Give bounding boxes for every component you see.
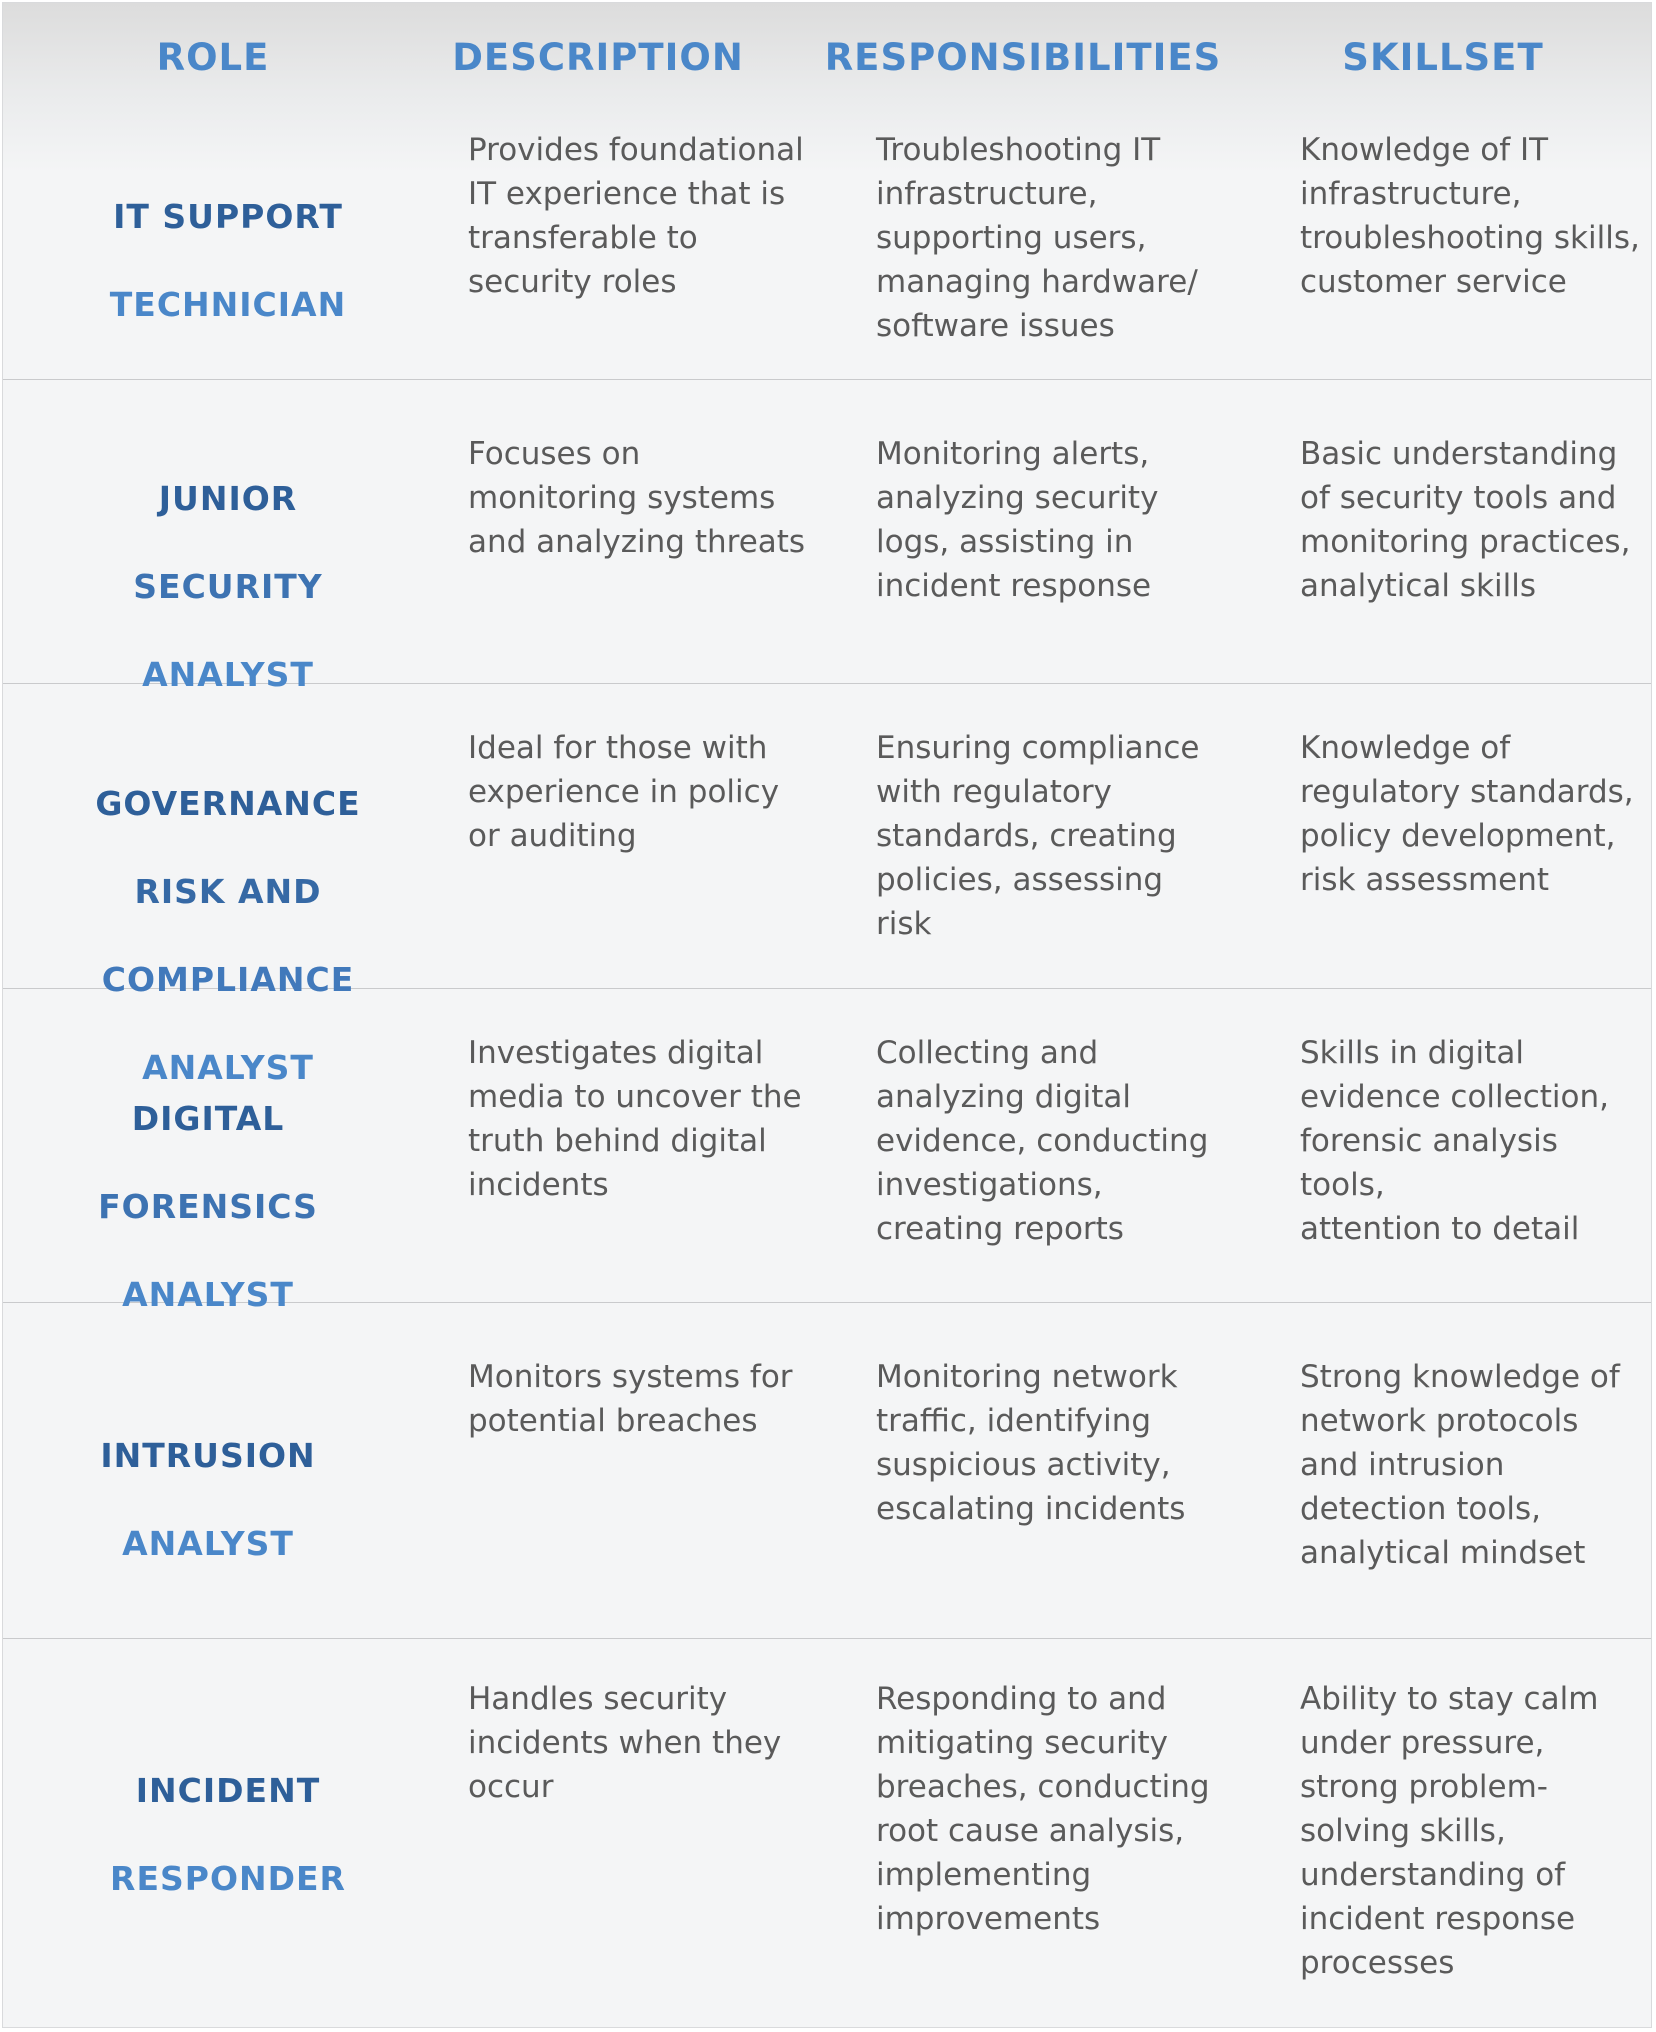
header-responsibilities: RESPONSIBILITIES <box>824 36 1222 79</box>
table-row <box>3 380 1651 694</box>
skillset-cell: Skills in digital evidence collection, forensic analysis tools, attention to detail <box>1300 1035 1609 1247</box>
role-cell <box>63 151 393 371</box>
table-row <box>3 3 1651 380</box>
role-cell <box>43 1390 373 1610</box>
roles-table <box>2 2 1652 2028</box>
table-row <box>3 1303 1651 1639</box>
description-cell: Monitors systems for potential breaches <box>468 1359 793 1439</box>
header-skillset: SKILLSET <box>1342 36 1544 79</box>
role-line: RESPONDER <box>110 1859 346 1898</box>
skillset-cell: Strong knowledge of network protocols and intrusion detection tools, analytical mindset <box>1300 1359 1620 1571</box>
description-cell: Investigates digital media to uncover the truth behind digital incidents <box>468 1035 802 1203</box>
header-role: ROLE <box>156 36 270 79</box>
role-line: IT SUPPORT <box>113 197 343 236</box>
role-line: RISK AND <box>134 872 322 911</box>
role-line: COMPLIANCE <box>101 960 355 999</box>
description-cell: Ideal for those with experience in policy or auditing <box>468 730 780 854</box>
role-line: ANALYST <box>122 1275 294 1314</box>
role-line: ANALYST <box>142 655 314 694</box>
role-line: ANALYST <box>122 1524 294 1563</box>
skillset-cell: Basic understanding of security tools and monitoring practices, analytical skills <box>1300 436 1631 604</box>
description-cell: Provides foundational IT experience that is transferable to security roles <box>468 132 804 300</box>
role-cell <box>63 1725 393 1945</box>
skillset-cell: Ability to stay calm under pressure, strong problem- solving skills, understanding of incident response processes <box>1300 1681 1599 1981</box>
table-row <box>3 1639 1651 2027</box>
role-line: ANALYST <box>142 1048 314 1087</box>
role-line: INCIDENT <box>135 1771 321 1810</box>
role-line: TECHNICIAN <box>109 285 347 324</box>
role-line: INTRUSION <box>100 1436 316 1475</box>
table-row <box>3 989 1651 1314</box>
skillset-cell: Knowledge of regulatory standards, policy development, risk assessment <box>1300 730 1634 898</box>
role-line: SECURITY <box>133 567 323 606</box>
responsibilities-cell: Responding to and mitigating security breaches, conducting root cause analysis, implementing improvements <box>876 1681 1210 1937</box>
responsibilities-cell: Ensuring compliance with regulatory standards, creating policies, assessing risk <box>876 730 1200 942</box>
responsibilities-cell: Monitoring alerts, analyzing security logs, assisting in incident response <box>876 436 1159 604</box>
role-line: GOVERNANCE <box>95 784 361 823</box>
responsibilities-cell: Monitoring network traffic, identifying suspicious activity, escalating incidents <box>876 1359 1186 1527</box>
role-line: DIGITAL <box>131 1099 285 1138</box>
role-line: JUNIOR <box>158 479 298 518</box>
role-line: FORENSICS <box>98 1187 318 1226</box>
description-cell: Handles security incidents when they occur <box>468 1681 782 1805</box>
responsibilities-cell: Troubleshooting IT infrastructure, supporting users, managing hardware/ software issues <box>876 132 1198 344</box>
description-cell: Focuses on monitoring systems and analyzing threats <box>468 436 806 560</box>
table-row <box>3 684 1651 1087</box>
responsibilities-cell: Collecting and analyzing digital evidence, conducting investigations, creating reports <box>876 1035 1209 1247</box>
header-description: DESCRIPTION <box>452 36 744 79</box>
skillset-cell: Knowledge of IT infrastructure, troubleshooting skills, customer service <box>1300 132 1640 300</box>
